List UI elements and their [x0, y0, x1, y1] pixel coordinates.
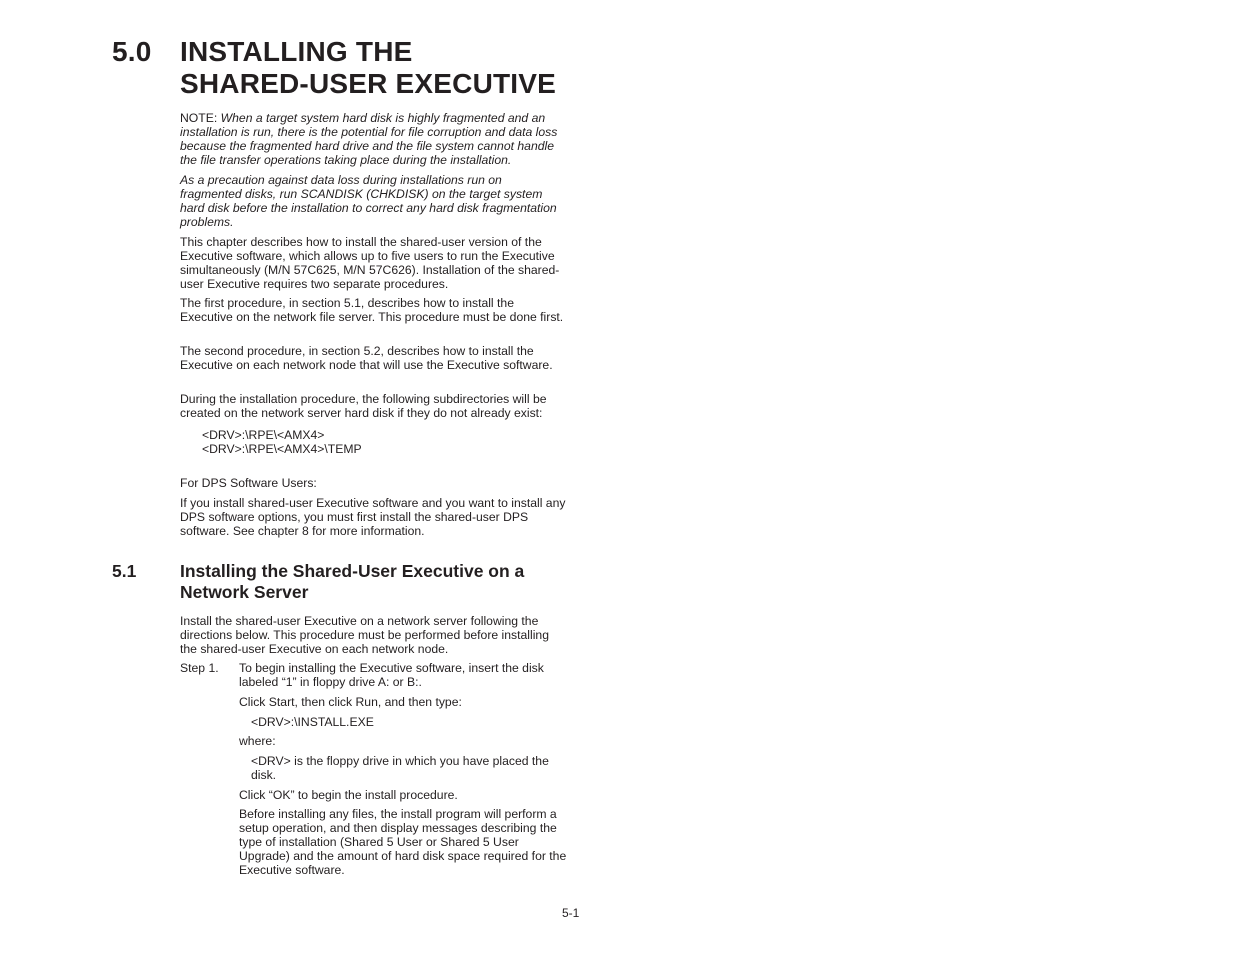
chapter-title-line1: INSTALLING THE — [180, 36, 413, 67]
section-intro: Install the shared-user Executive on a network server following the directions below. This procedure must be performed before installing the shared-user Executive on each network node. — [180, 614, 549, 656]
note-text: When a target system hard disk is highly fragmented and an installation is run, there is the potential for file corruption and data loss because the fragmented hard drive and the file system cannot handle the file transfer operations taking place during the installation. — [180, 111, 558, 167]
chapter-title-line2: SHARED-USER EXECUTIVE — [180, 68, 557, 99]
dps-paragraph: If you install shared-user Executive software and you want to install any DPS software options, you must first install the shared-user DPS software. See chapter 8 for more information. — [180, 496, 566, 538]
note-label: NOTE: — [180, 111, 221, 125]
precaution-paragraph: As a precaution against data loss during installations run on fragmented disks, run SCANDISK (CHKDISK) on the target system hard disk before the installation to correct any hard disk fragmentation problems. — [180, 173, 557, 229]
dps-heading: For DPS Software Users: — [180, 476, 317, 490]
directory-list — [202, 428, 362, 456]
directory-item: <DRV>:\RPE\<AMX4> — [202, 428, 325, 442]
section-title: Installing the Shared-User Executive on a Network Server — [180, 561, 525, 602]
first-procedure-paragraph: The first procedure, in section 5.1, describes how to install the Executive on the network file server. This procedure must be done first. — [180, 296, 564, 324]
install-command: <DRV>:\INSTALL.EXE — [251, 715, 374, 729]
chapter-number: 5.0 — [112, 36, 152, 67]
section-number: 5.1 — [112, 561, 137, 581]
where-label: where: — [239, 734, 276, 748]
step-instruction: Click Start, then click Run, and then type: — [239, 695, 462, 709]
ok-instruction: Click “OK” to begin the install procedure. — [239, 788, 458, 802]
step-text: To begin installing the Executive software, insert the disk labeled “1” in floppy drive A: or B:. — [239, 661, 544, 689]
setup-paragraph: Before installing any files, the install program will perform a setup operation, and then display messages describing the type of installation (Shared 5 User or Shared 5 User Upgrade) and the amount of hard disk space required for the Executive software. — [239, 807, 567, 877]
page-number: 5-1 — [562, 906, 580, 920]
second-procedure-paragraph: The second procedure, in section 5.2, describes how to install the Executive on each network node that will use the Executive software. — [180, 344, 553, 372]
step-label: Step 1. — [180, 661, 219, 675]
subdirectories-paragraph: During the installation procedure, the following subdirectories will be created on the network server hard disk if they do not already exist: — [180, 392, 547, 420]
drv-description: <DRV> is the floppy drive in which you have placed the disk. — [251, 754, 549, 782]
chapter-title — [180, 36, 740, 100]
note-paragraph — [180, 111, 566, 167]
directory-item: <DRV>:\RPE\<AMX4>\TEMP — [202, 442, 362, 456]
intro-paragraph: This chapter describes how to install the shared-user version of the Executive software, which allows up to five users to run the Executive simultaneously (M/N 57C625, M/N 57C626). Installation of the shared-user Executive requires two separate procedures. — [180, 235, 560, 291]
